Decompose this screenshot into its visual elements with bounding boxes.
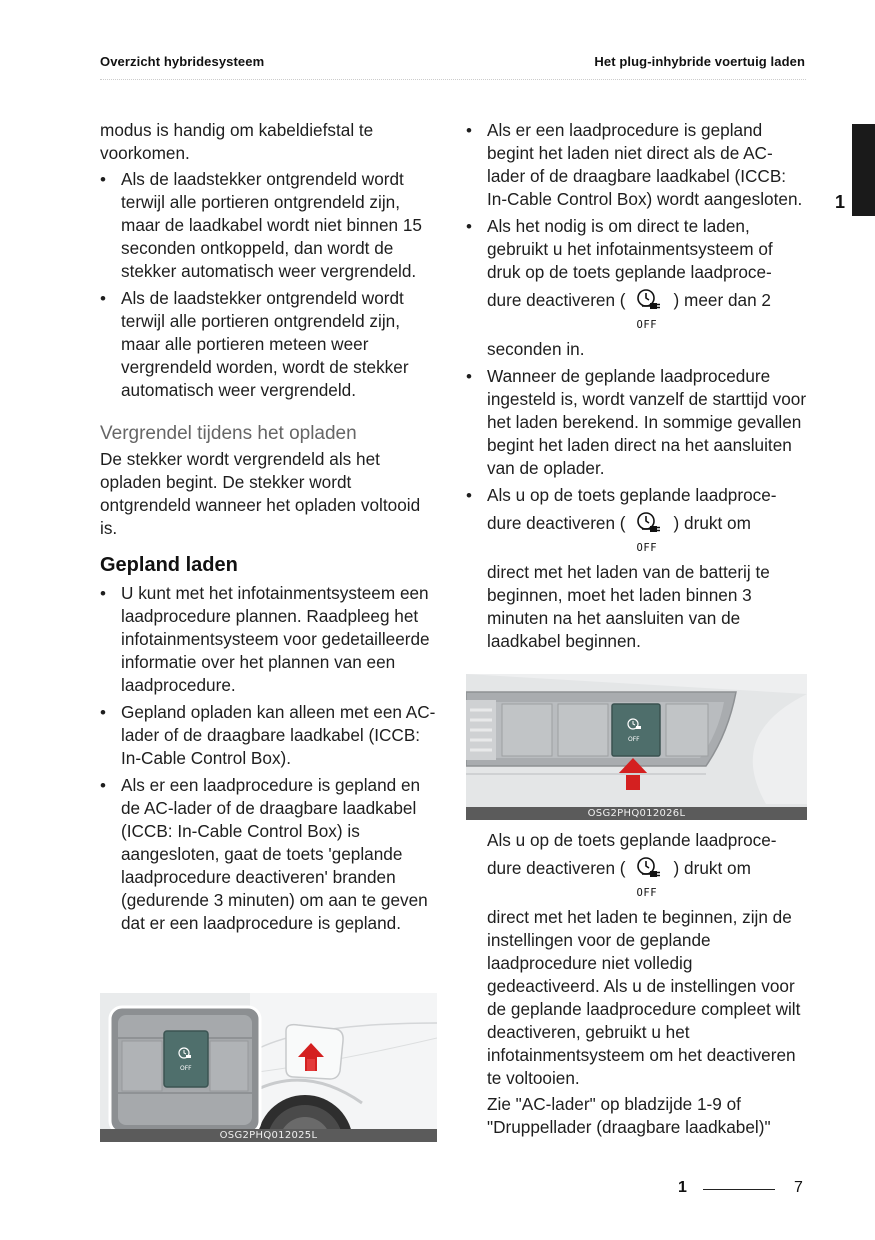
list-item: • U kunt met het infotainmentsysteem een laadprocedure plannen. Raadpleeg het infotainmentsysteem voor gedetailleerde informatie over het plannen van een laadprocedure. [100,582,440,697]
icon-line [487,288,808,331]
clock-plug-icon [636,288,662,314]
scheduled-charge-off-icon [628,288,672,331]
list-item-with-icon [466,215,808,361]
figure-button-off-label: OFF [628,736,640,743]
text: Als u op de toets geplande laadproce- [487,830,777,850]
list-item: • Gepland opladen kan alleen met een AC-lader of de draagbare laadkabel (ICCB: In-Cable Control Box). [100,701,440,770]
text: dure deactiveren ( [487,513,626,533]
clock-plug-icon [636,856,662,882]
subheading-lock-while-charging: Vergrendel tijdens het opladen [100,423,357,444]
text: ) drukt om [673,513,751,533]
intro-paragraph: modus is handig om kabeldiefstal te voorkomen. [100,120,374,163]
header-divider [100,79,806,80]
list-item: • Als de laadstekker ontgrendeld wordt terwijl alle portieren ontgrendeld zijn, maar alle portieren meteen weer vergrendeld worden, wordt de stekker automatisch weer vergrendeld. [100,287,440,402]
bullet-list-right [466,119,808,653]
chapter-tab-number: 1 [834,192,845,212]
text: seconden in. [487,339,585,359]
bullet-list-scheduled [100,582,440,935]
list-item: • Wanneer de geplande laadprocedure ingesteld is, wordt vanzelf de starttijd voor het laden berekend. In sommige gevallen begint het laden direct na het aansluiten van de oplader. [466,365,808,480]
list-item: • Als er een laadprocedure is gepland begint het laden niet direct als de AC-lader of de draagbare laadkabel (ICCB: In-Cable Control Box) wordt aangesloten. [466,119,808,211]
icon-off-label: OFF [636,319,658,331]
scheduled-charge-off-icon [628,511,672,554]
figure-caption: OSG2PHQ012026L [466,807,807,820]
clock-plug-icon [636,511,662,537]
icon-line [487,511,808,554]
icon-off-label: OFF [636,887,658,899]
list-item: • Als er een laadprocedure is gepland en de AC-lader of de draagbare laadkabel (ICCB: In-Cable Control Box) is aangesloten, gaat de toets 'geplande laadprocedure deactiveren' branden (gedurende 3 minuten) om aan te geven dat er een laadprocedure is gepland. [100,774,440,935]
running-header-left: Overzicht hybridesysteem [100,54,265,69]
list-item-with-icon [466,484,808,653]
text: Als het nodig is om direct te laden, gebruikt u het infotainmentsysteem of druk op de toets geplande laadproce- [487,216,773,282]
cross-reference: Zie "AC-lader" op bladzijde 1-9 of "Druppellader (draagbare laadkabel)" [487,1094,771,1137]
right-column-after-figure [466,829,808,1142]
icon-off-label: OFF [636,542,658,554]
text: direct met het laden van de batterij te beginnen, moet het laden binnen 3 minuten na het aansluiten van de laadkabel beginnen. [487,562,770,651]
figure-dashboard-button [466,674,807,820]
text: dure deactiveren ( [487,290,626,310]
after-figure-block [466,829,808,1139]
lock-paragraph: De stekker wordt vergrendeld als het opladen begint. De stekker wordt ontgrendeld wanneer het opladen voltooid is. [100,449,421,538]
footer-chapter-number: 1 [678,1179,687,1196]
figure-charging-port [100,993,437,1142]
chapter-thumb-tab [852,124,875,216]
figure-button-off-label: OFF [180,1065,192,1072]
text: ) drukt om [673,858,751,878]
bullet-list-unlock [100,168,440,402]
footer-divider [703,1189,775,1190]
dashboard-button-illustration [466,674,807,820]
charging-port-illustration [100,993,437,1142]
text: ) meer dan 2 [673,290,771,310]
text: Als u op de toets geplande laadproce- [487,485,777,505]
right-column [466,119,808,657]
icon-line [487,856,808,899]
text: dure deactiveren ( [487,858,626,878]
left-column [100,119,440,939]
running-header-right: Het plug-inhybride voertuig laden [594,54,805,69]
list-item: • Als de laadstekker ontgrendeld wordt terwijl alle portieren ontgrendeld zijn, maar de laadkabel wordt niet binnen 15 seconden ontkoppeld, dan wordt de stekker automatisch weer vergrendeld. [100,168,440,283]
scheduled-charge-off-icon [628,856,672,899]
footer-page-number: 7 [794,1179,803,1196]
after-paragraph: direct met het laden te beginnen, zijn de instellingen voor de geplande laadprocedure niet volledig gedeactiveerd. Als u de instellingen voor de geplande laadprocedure compleet wilt deactiveren, gebruikt u het infotainmentsysteem om het deactiveren te voltooien. [487,907,801,1088]
heading-scheduled-charging: Gepland laden [100,554,238,576]
figure-caption: OSG2PHQ012025L [100,1129,437,1142]
